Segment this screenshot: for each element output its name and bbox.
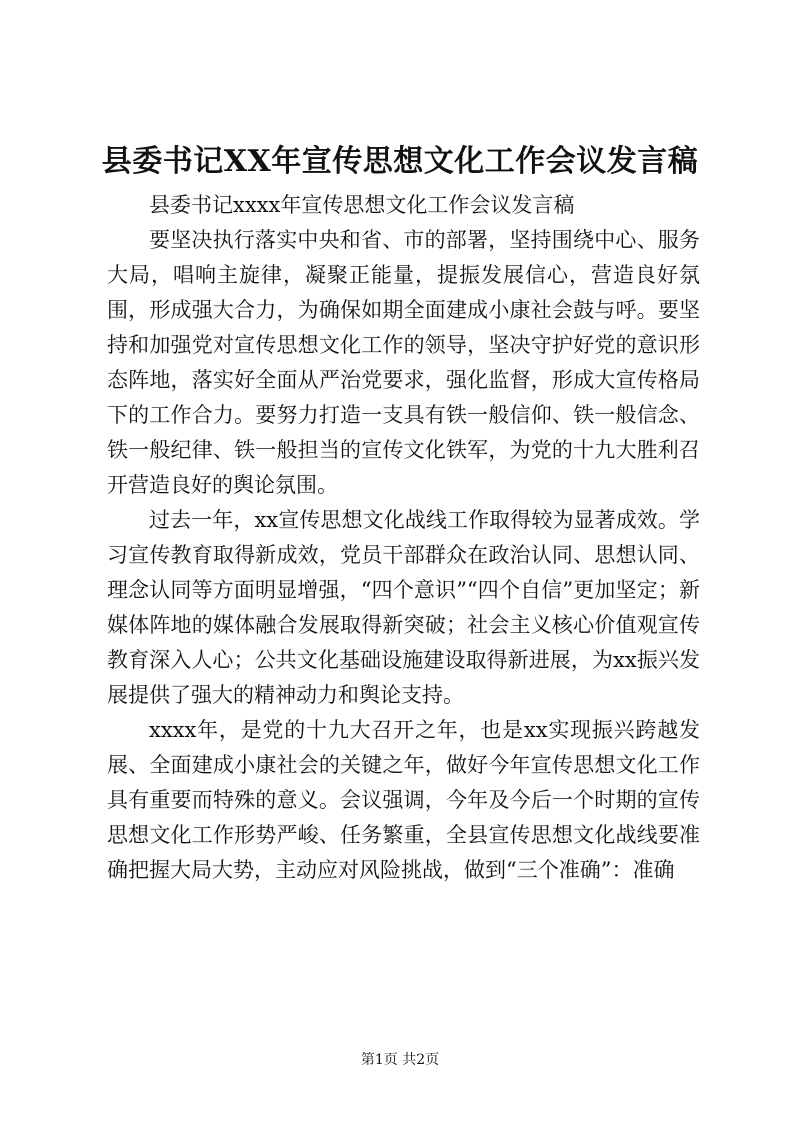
subtitle-paragraph: 县委书记xxxx年宣传思想文化工作会议发言稿	[149, 193, 575, 217]
document-body	[107, 188, 700, 888]
document-title: 县委书记XX年宣传思想文化工作会议发言稿	[101, 144, 699, 179]
body-paragraph: 要坚决执行落实中央和省、市的部署，坚持围绕中心、服务大局，唱响主旋律，凝聚正能量，提振发展信心，营造良好氛围，形成强大合力，为确保如期全面建成小康社会鼓与呼。要坚持和加强党对宣传思想文化工作的领导，坚决守护好党的意识形态阵地，落实好全面从严治党要求，强化监督，形成大宣传格局下的工作合力。要努力打造一支具有铁一般信仰、铁一般信念、铁一般纪律、铁一般担当的宣传文化铁军，为党的十九大胜利召开营造良好的舆论氛围。	[107, 228, 700, 497]
body-paragraph: 过去一年，xx宣传思想文化战线工作取得较为显著成效。学习宣传教育取得新成效，党员干部群众在政治认同、思想认同、理念认同等方面明显增强，“四个意识”“四个自信”更加坚定；新媒体阵地的媒体融合发展取得新突破；社会主义核心价值观宣传教育深入人心；公共文化基础设施建设取得新进展，为xx振兴发展提供了强大的精神动力和舆论支持。	[107, 508, 700, 707]
body-paragraph: xxxx年，是党的十九大召开之年，也是xx实现振兴跨越发展、全面建成小康社会的关键之年，做好今年宣传思想文化工作具有重要而特殊的意义。会议强调，今年及今后一个时期的宣传思想文化工作形势严峻、任务繁重，全县宣传思想文化战线要准确把握大局大势，主动应对风险挑战，做到“三个准确”：准确	[107, 718, 700, 882]
page-number-footer: 第1页 共2页	[360, 1052, 440, 1068]
